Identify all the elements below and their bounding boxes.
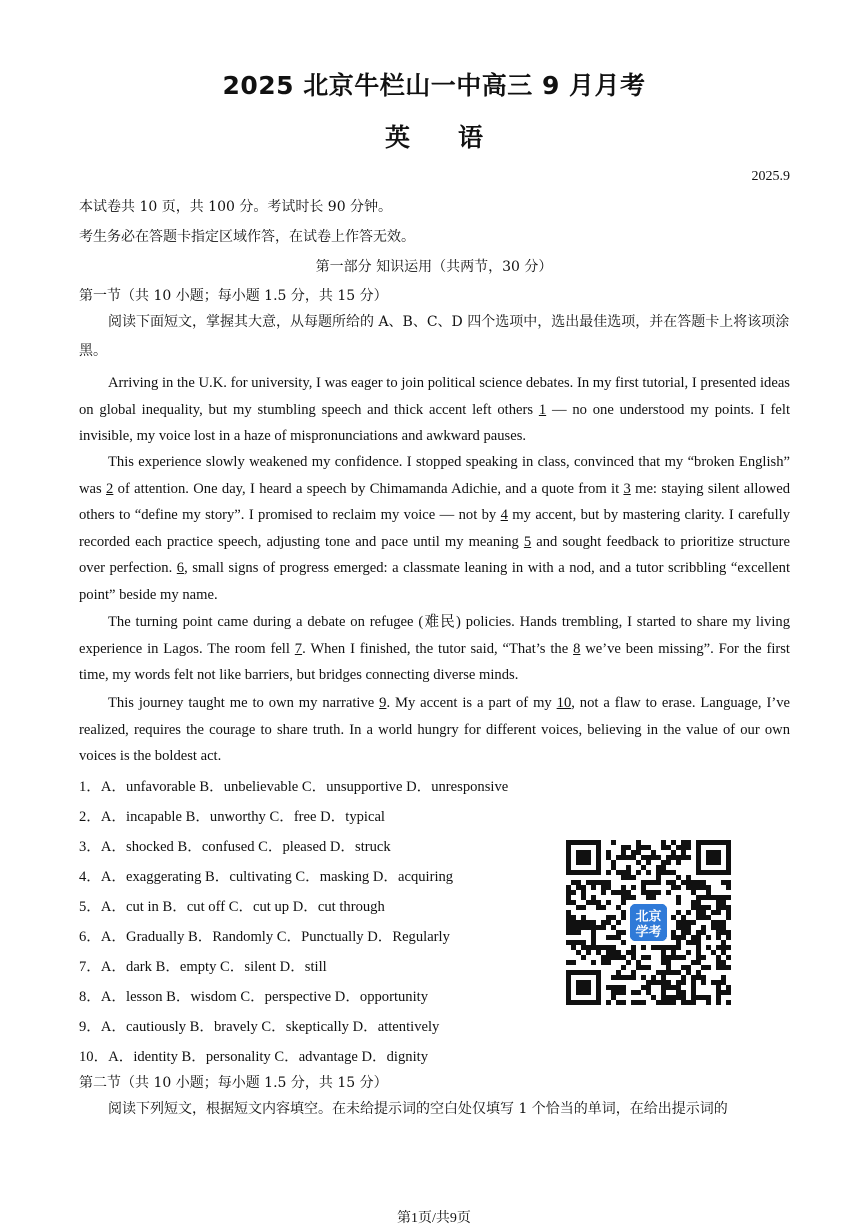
page-footer: 第1页/共9页 xyxy=(397,1211,471,1226)
blank-2: 2 xyxy=(106,480,114,497)
qr-badge xyxy=(628,902,670,944)
blank-5: 5 xyxy=(523,533,532,550)
part1-heading: 第一部分 知识运用（共两节，30 分） xyxy=(315,259,553,275)
option-row-9: 9．A．cautiously B．bravely C．skeptically D．attentively xyxy=(79,1019,440,1035)
exam-title: 2025 北京牛栏山一中高三 9 月月考 xyxy=(222,71,646,100)
qr-badge-line2: 学考 xyxy=(635,925,662,940)
blank-4: 4 xyxy=(500,507,508,523)
qr-badge-line1: 北京 xyxy=(635,909,662,925)
passage-paragraph-3: The turning point came during a debate on refugee (难民) policies. Hands trembling, I started to share my living experience in Lagos. The room fell 7. When I finished, the tutor said, “That’s the 8 we’ve been missing”. For the first time, my words felt not like barriers, but bridges connecting diverse minds. xyxy=(79,614,790,683)
option-row-3: 3．A．shocked B．confused C．pleased D．struck xyxy=(79,839,391,855)
passage-paragraph-4: This journey taught me to own my narrative 9. My accent is a part of my 10, not a flaw to erase. Language, I’ve realized, requires the courage to share truth. In a world hungry for different voices, believing in the value of our own voices is the boldest act. xyxy=(79,695,790,764)
blank-8: 8 xyxy=(573,640,581,657)
note-pages: 本试卷共 10 页，共 100 分。考试时长 90 分钟。 xyxy=(79,199,393,215)
option-row-2: 2．A．incapable B．unworthy C．free D．typical xyxy=(79,809,385,825)
note-answer-sheet: 考生务必在答题卡指定区域作答，在试卷上作答无效。 xyxy=(79,229,415,245)
subject-title: 英语 xyxy=(384,123,531,152)
blank-7: 7 xyxy=(294,640,303,657)
option-row-10: 10．A．identity B．personality C．advantage D．dignity xyxy=(79,1049,428,1065)
blank-10: 10 xyxy=(556,695,572,711)
blank-1: 1 xyxy=(538,401,547,418)
exam-date: 2025.9 xyxy=(751,169,790,184)
passage-paragraph-1: Arriving in the U.K. for university, I was eager to join political science debates. In my first tutorial, I presented ideas on global inequality, but my stumbling speech and thick accent left others 1 — no one understood my points. I felt invisible, my voice lost in a haze of mispronunciations and awkward pauses. xyxy=(79,375,790,444)
option-row-6: 6．A．Gradually B．Randomly C．Punctually D．Regularly xyxy=(79,929,450,945)
section2-instructions: 阅读下列短文，根据短文内容填空。在未给提示词的空白处仅填写 1 个恰当的单词，在给出提示词的 xyxy=(108,1101,728,1117)
option-row-5: 5．A．cut in B．cut off C．cut up D．cut through xyxy=(79,899,385,915)
blank-9: 9 xyxy=(379,695,387,711)
qr-code xyxy=(566,840,731,1005)
section1-heading: 第一节（共 10 小题；每小题 1.5 分，共 15 分） xyxy=(79,288,388,304)
option-row-8: 8．A．lesson B．wisdom C．perspective D．opportunity xyxy=(79,989,429,1005)
section2-heading: 第二节（共 10 小题；每小题 1.5 分，共 15 分） xyxy=(79,1075,388,1091)
blank-6: 6 xyxy=(176,560,185,576)
blank-3: 3 xyxy=(623,480,631,497)
passage-paragraph-2: This experience slowly weakened my confidence. I stopped speaking in class, convinced that my “broken English” was 2 of attention. One day, I heard a speech by Chimamanda Adichie, and a quote from it 3 me: staying silent allowed others to “define my story”. I promised to reclaim my voice — not by 4 my accent, but by mastering clarity. I carefully recorded each practice speech, adjusting tone and pace until my meaning 5 and sought feedback to prioritize structure over perfection. 6, small signs of progress emerged: a classmate leaning in with a nod, and a tutor scribbling “excellent point” beside my name. xyxy=(79,454,790,603)
option-row-1: 1．A．unfavorable B．unbelievable C．unsupportive D．unresponsive xyxy=(79,779,509,795)
option-row-7: 7．A．dark B．empty C．silent D．still xyxy=(79,959,327,975)
option-row-4: 4．A．exaggerating B．cultivating C．masking D．acquiring xyxy=(79,869,454,885)
section1-instructions: 阅读下面短文，掌握其大意，从每题所给的 A、B、C、D 四个选项中，选出最佳选项，并在答题卡上将该项涂黑。 xyxy=(79,314,790,359)
